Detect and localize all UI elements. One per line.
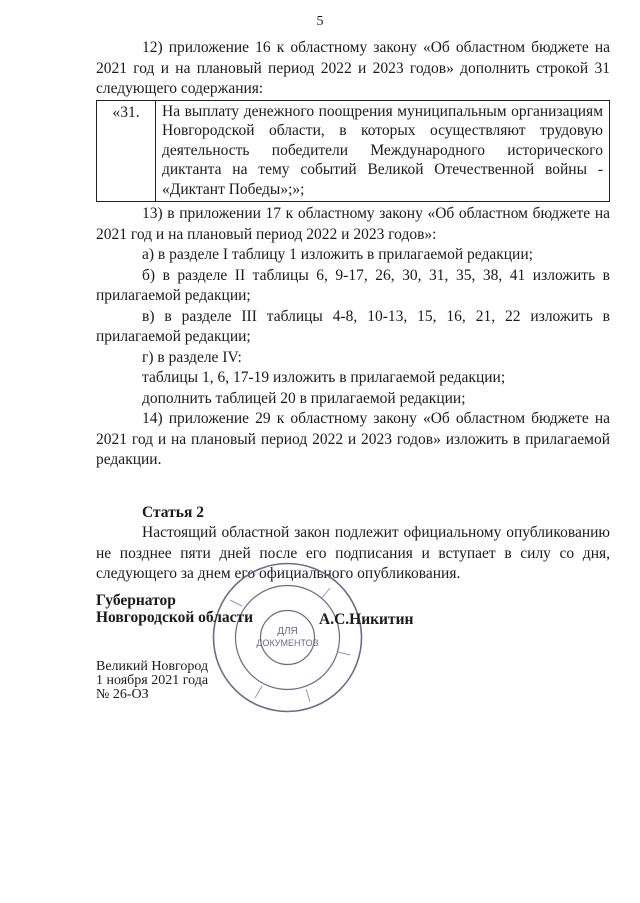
inserted-row-table [96, 100, 610, 203]
signatory-name: А.С.Никитин [319, 611, 414, 628]
table-row [97, 100, 610, 202]
page-number: 5 [316, 14, 324, 29]
document-body [96, 38, 610, 585]
item-12: 12) приложение 16 к областному закону «Об областном бюджете на 2021 год и на плановый период 2022 и 2023 годов» дополнить строкой 31 следующего содержания: [96, 39, 610, 97]
article-2-text: Настоящий областной закон подлежит официальному опубликованию не позднее пяти дней после его подписания и вступает в силу со дня, следующего за днем его официального опубликования. [96, 524, 610, 582]
signature-block [96, 592, 496, 626]
item-13-g2: дополнить таблицей 20 в прилагаемой редакции; [142, 389, 466, 407]
item-13-b: б) в разделе II таблицы 6, 9-17, 26, 30, 31, 35, 38, 41 изложить в прилагаемой редакции; [96, 266, 610, 304]
signature-position-line2: Новгородской области [96, 609, 254, 626]
item-13-g1: таблицы 1, 6, 17-19 изложить в прилагаемой редакции; [142, 369, 506, 386]
item-13-g: г) в разделе IV: [142, 348, 242, 366]
row-text: На выплату денежного поощрения муниципальным организациям Новгородской области, в которых осуществляют трудовую деятельность победители Международного исторического диктанта на тему событий Великой Отечественной войны - «Диктант Победы»;»; [156, 100, 610, 202]
row-number: «31. [97, 100, 156, 202]
item-13-intro: 13) в приложении 17 к областному закону «Об областном бюджете на 2021 год и на плановый период 2022 и 2023 годов»: [96, 205, 610, 243]
round-seal-stamp [210, 560, 365, 715]
stamp-center-line1: ДЛЯ [277, 626, 298, 637]
item-13-v: в) в разделе III таблицы 4-8, 10-13, 15, 16, 21, 22 изложить в прилагаемой редакции; [96, 307, 610, 345]
footer-number: № 26-ОЗ [96, 687, 149, 702]
article-2-title: Статья 2 [142, 503, 204, 521]
footer-city: Великий Новгород [96, 659, 209, 674]
document-footer [96, 660, 208, 702]
stamp-center-line2: ДОКУМЕНТОВ [256, 638, 319, 648]
item-13-a: а) в разделе I таблицу 1 изложить в прилагаемой редакции; [142, 246, 533, 263]
signature-position-line1: Губернатор [96, 592, 176, 609]
item-14: 14) приложение 29 к областному закону «Об областном бюджете на 2021 год и на плановый период 2022 и 2023 годов» изложить в прилагаемой редакции. [96, 410, 610, 468]
footer-date: 1 ноября 2021 года [96, 673, 209, 688]
